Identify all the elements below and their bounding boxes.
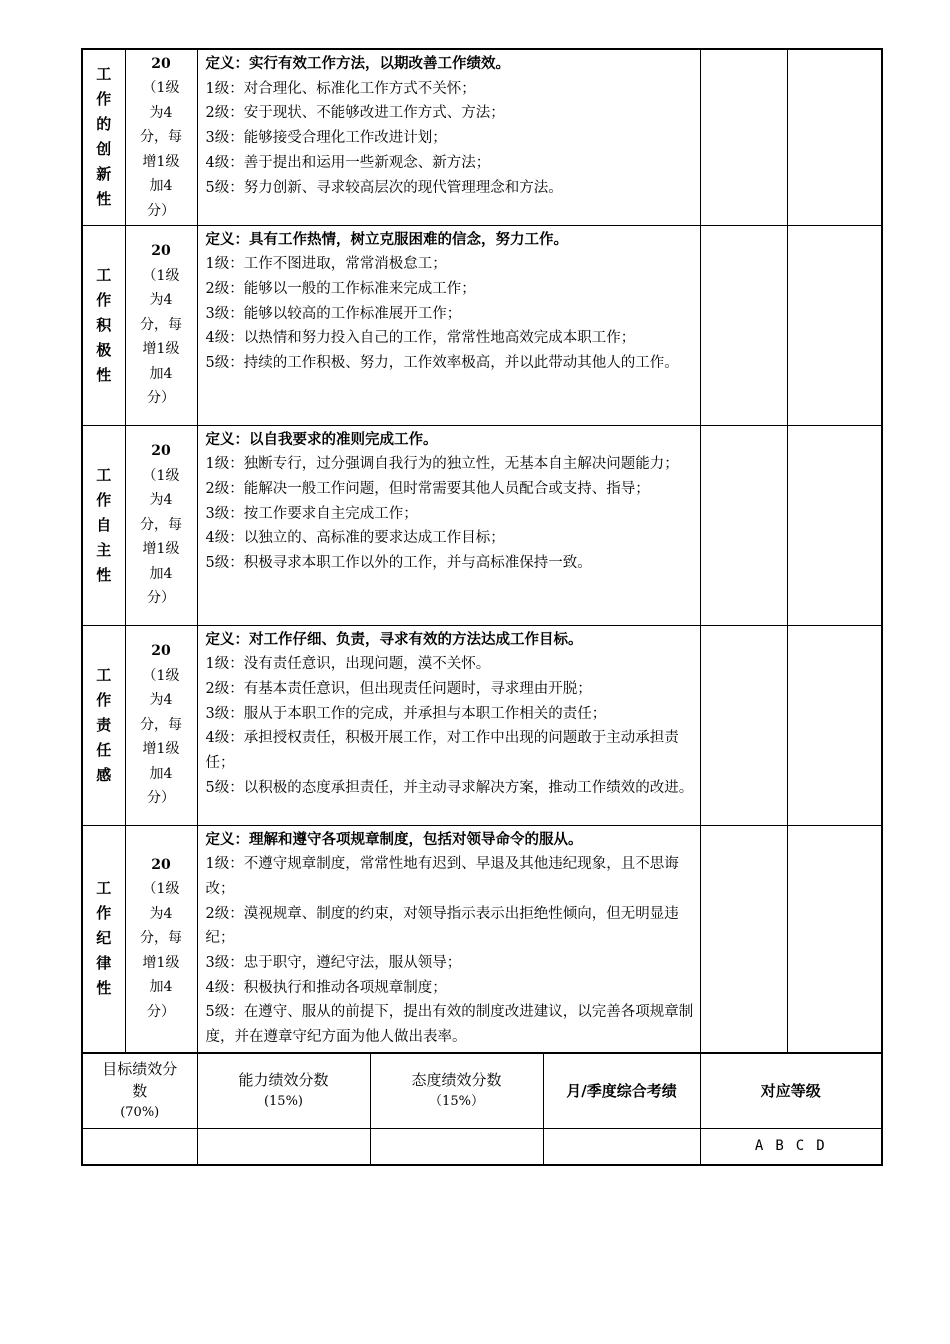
grade-a[interactable]: A: [754, 1138, 766, 1155]
criteria-scoring-rule-line: 增1级: [142, 954, 180, 971]
criteria-scoring-rule-line: 分）: [147, 202, 175, 219]
criteria-level: 5级：持续的工作积极、努力，工作效率极高，并以此带动其他人的工作。: [205, 355, 679, 372]
criteria-score: [125, 225, 197, 425]
ability-score-label: 能力绩效分数: [238, 1070, 329, 1089]
criteria-scoring-rule-line: 分）: [147, 590, 175, 607]
summary-value-row: [82, 1128, 882, 1165]
manager-score-cell[interactable]: [787, 425, 882, 625]
criteria-scoring-rule-line: 为4: [149, 692, 173, 709]
criteria-name-char: 工: [96, 665, 112, 684]
score-header-group: [197, 1053, 700, 1129]
grade-label: 对应等级: [760, 1081, 821, 1100]
grade-b[interactable]: B: [775, 1138, 786, 1155]
criteria-name: [82, 225, 125, 425]
criteria-name-char: 作: [96, 490, 112, 509]
criteria-name-char: 性: [96, 365, 112, 384]
criteria-row: [82, 425, 882, 625]
criteria-level: 5级：以积极的态度承担责任，并主动寻求解决方案，推动工作绩效的改进。: [205, 779, 694, 796]
criteria-level: 5级：在遵守、服从的前提下，提出有效的制度改进建议，以完善各项规章制度，并在遵章守纪方面为他人做出表率。: [205, 1004, 694, 1046]
criteria-name: [82, 825, 125, 1053]
criteria-definition: 定义：理解和遵守各项规章制度，包括对领导命令的服从。: [205, 830, 583, 848]
criteria-level: 2级：能够以一般的工作标准来完成工作；: [205, 280, 476, 297]
criteria-name-char: 作: [96, 904, 112, 923]
criteria-name-char: 自: [96, 515, 112, 534]
criteria-name-char: 的: [96, 115, 112, 134]
grade-options[interactable]: [700, 1128, 882, 1165]
criteria-level: 4级：积极执行和推动各项规章制度；: [205, 979, 447, 996]
criteria-description: [197, 225, 700, 425]
ability-score-pct: (15%): [263, 1093, 304, 1109]
criteria-scoring-rule-line: 增1级: [142, 741, 180, 758]
criteria-scoring-rule-line: 为4: [149, 292, 173, 309]
criteria-level: 1级：不遵守规章制度，常常性地有迟到、早退及其他违纪现象，且不思诲改；: [205, 856, 679, 897]
score-value-group: [197, 1128, 700, 1165]
criteria-row: [82, 225, 882, 425]
criteria-name: [82, 625, 125, 825]
criteria-description: [197, 49, 700, 225]
criteria-definition: 定义：以自我要求的准则完成工作。: [205, 430, 438, 448]
criteria-row: [82, 825, 882, 1053]
criteria-name-char: 极: [96, 340, 112, 359]
ability-score-header: [198, 1054, 371, 1128]
criteria-level: 3级：按工作要求自主完成工作；: [205, 505, 418, 522]
criteria-name-char: 新: [96, 165, 112, 184]
criteria-name-char: 积: [96, 315, 112, 334]
criteria-level: 2级：安于现状、不能够改进工作方式、方法；: [205, 105, 505, 122]
summary-header-row: [82, 1053, 882, 1129]
attitude-score-header: [370, 1054, 543, 1128]
criteria-level: 4级：以热情和努力投入自己的工作，常常性地高效完成本职工作；: [205, 330, 636, 347]
composite-score-header: [543, 1054, 700, 1128]
criteria-points: 20: [151, 243, 171, 260]
criteria-level: 2级：能解决一般工作问题，但时常需要其他人员配合或支持、指导；: [205, 480, 650, 497]
criteria-name-char: 工: [96, 465, 112, 484]
criteria-scoring-rule-line: 加4: [149, 765, 173, 782]
grade-d[interactable]: D: [816, 1138, 827, 1155]
criteria-name: [82, 425, 125, 625]
evaluation-sheet: [81, 48, 881, 1166]
criteria-scoring-rule-line: （1级: [142, 80, 180, 96]
criteria-scoring-rule-line: 分）: [147, 1003, 175, 1020]
criteria-scoring-rule-line: 为4: [149, 905, 173, 922]
criteria-scoring-rule-line: 为4: [149, 492, 173, 509]
grade-header: [700, 1053, 882, 1129]
criteria-name-char: 任: [96, 740, 112, 759]
criteria-level: 2级：漠视规章、制度的约束，对领导指示表示出拒绝性倾向，但无明显违纪；: [205, 905, 679, 947]
criteria-level: 3级：忠于职守，遵纪守法，服从领导；: [205, 955, 462, 972]
ability-score-cell[interactable]: [198, 1129, 371, 1164]
self-score-cell[interactable]: [700, 49, 787, 225]
criteria-level: 1级：对合理化、标准化工作方式不关怀；: [205, 80, 476, 97]
target-score-pct: (70%): [120, 1104, 160, 1120]
criteria-name-char: 工: [96, 879, 112, 898]
criteria-scoring-rule-line: 分）: [147, 790, 175, 807]
attitude-score-label: 态度绩效分数: [411, 1070, 502, 1089]
target-score-header: [82, 1053, 197, 1129]
criteria-points: 20: [151, 55, 171, 72]
criteria-name-char: 作: [96, 290, 112, 309]
criteria-name-char: 工: [96, 265, 112, 284]
criteria-name: [82, 49, 125, 225]
manager-score-cell[interactable]: [787, 49, 882, 225]
criteria-description: [197, 425, 700, 625]
criteria-level: 1级：没有责任意识，出现问题，漠不关怀。: [205, 656, 491, 673]
criteria-scoring-rule-line: 增1级: [142, 153, 180, 170]
target-score-cell[interactable]: [82, 1128, 197, 1165]
criteria-scoring-rule-line: （1级: [142, 267, 180, 284]
criteria-score: [125, 625, 197, 825]
grade-c[interactable]: C: [795, 1138, 807, 1155]
attitude-score-cell[interactable]: [370, 1129, 543, 1164]
attitude-score-pct: （15%）: [429, 1093, 484, 1109]
criteria-scoring-rule-line: 加4: [149, 565, 173, 582]
criteria-level: 4级：承担授权责任，积极开展工作，对工作中出现的问题敢于主动承担责任；: [205, 730, 679, 772]
criteria-name-char: 律: [96, 954, 112, 973]
criteria-scoring-rule-line: （1级: [142, 881, 180, 898]
criteria-points: 20: [151, 443, 171, 460]
target-score-label: 目标绩效分数: [102, 1059, 178, 1100]
criteria-scoring-rule-line: 分，每: [140, 129, 182, 145]
criteria-scoring-rule-line: 分，每: [140, 516, 182, 533]
criteria-score: [125, 425, 197, 625]
criteria-name-char: 性: [96, 565, 112, 584]
criteria-level: 1级：独断专行，过分强调自我行为的独立性，无基本自主解决问题能力；: [205, 456, 679, 473]
criteria-level: 3级：服从于本职工作的完成，并承担与本职工作相关的责任；: [205, 705, 607, 722]
criteria-scoring-rule-line: 分，每: [140, 716, 182, 733]
criteria-score: [125, 825, 197, 1053]
self-score-cell[interactable]: [700, 625, 787, 825]
composite-score-cell[interactable]: [543, 1129, 700, 1164]
criteria-scoring-rule-line: 加4: [149, 178, 173, 194]
composite-score-label: 月/季度综合考绩: [566, 1081, 677, 1100]
manager-score-cell[interactable]: [787, 225, 882, 425]
criteria-scoring-rule-line: （1级: [142, 467, 180, 484]
criteria-name-char: 责: [96, 715, 112, 734]
criteria-scoring-rule-line: 加4: [149, 979, 173, 996]
criteria-scoring-rule-line: 分，每: [140, 316, 182, 333]
criteria-points: 20: [151, 856, 171, 873]
criteria-scoring-rule-line: 增1级: [142, 341, 180, 358]
criteria-scoring-rule-line: （1级: [142, 667, 180, 684]
criteria-name-char: 作: [96, 90, 112, 109]
evaluation-table: [81, 48, 883, 1166]
self-score-cell[interactable]: [700, 225, 787, 425]
criteria-points: 20: [151, 643, 171, 660]
manager-score-cell[interactable]: [787, 825, 882, 1053]
criteria-definition: 定义：实行有效工作方法，以期改善工作绩效。: [205, 55, 510, 72]
criteria-level: 5级：努力创新、寻求较高层次的现代管理理念和方法。: [205, 179, 563, 196]
self-score-cell[interactable]: [700, 825, 787, 1053]
manager-score-cell[interactable]: [787, 625, 882, 825]
criteria-scoring-rule-line: 分，每: [140, 930, 182, 947]
criteria-level: 4级：善于提出和运用一些新观念、新方法；: [205, 154, 491, 171]
criteria-name-char: 作: [96, 690, 112, 709]
criteria-level: 5级：积极寻求本职工作以外的工作，并与高标准保持一致。: [205, 555, 592, 572]
criteria-description: [197, 625, 700, 825]
self-score-cell[interactable]: [700, 425, 787, 625]
criteria-name-char: 性: [96, 979, 112, 998]
criteria-name-char: 纪: [96, 929, 112, 948]
criteria-row: [82, 625, 882, 825]
criteria-score: [125, 49, 197, 225]
criteria-level: 4级：以独立的、高标准的要求达成工作目标；: [205, 530, 505, 547]
criteria-scoring-rule-line: 加4: [149, 365, 173, 382]
criteria-row: [82, 49, 882, 225]
criteria-level: 1级：工作不图进取，常常消极怠工；: [205, 256, 447, 273]
criteria-name-char: 主: [96, 540, 112, 559]
criteria-name-char: 性: [96, 190, 112, 209]
criteria-name-char: 创: [96, 140, 112, 159]
criteria-definition: 定义：具有工作热情，树立克服困难的信念，努力工作。: [205, 230, 568, 248]
criteria-scoring-rule-line: 增1级: [142, 541, 180, 558]
criteria-description: [197, 825, 700, 1053]
criteria-level: 3级：能够以较高的工作标准展开工作；: [205, 305, 462, 322]
criteria-level: 2级：有基本责任意识，但出现责任问题时，寻求理由开脱；: [205, 680, 592, 697]
criteria-name-char: 感: [96, 765, 112, 784]
criteria-definition: 定义：对工作仔细、负责，寻求有效的方法达成工作目标。: [205, 630, 583, 648]
criteria-scoring-rule-line: 分）: [147, 390, 175, 407]
criteria-scoring-rule-line: 为4: [149, 104, 173, 121]
criteria-level: 3级：能够接受合理化工作改进计划；: [205, 130, 447, 147]
criteria-name-char: 工: [96, 65, 112, 84]
